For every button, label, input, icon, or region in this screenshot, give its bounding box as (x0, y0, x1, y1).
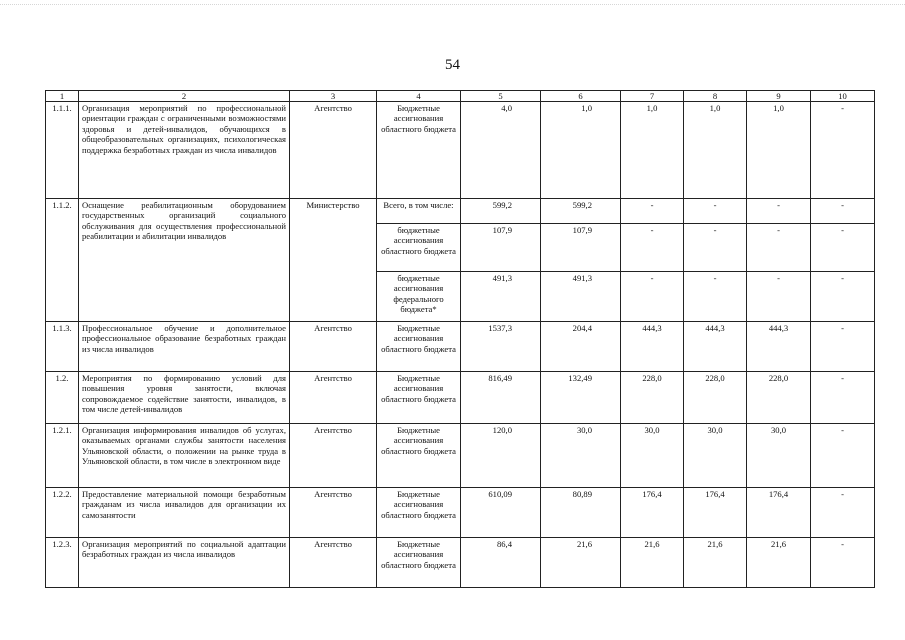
row-number: 1.2.2. (46, 488, 79, 538)
row-year-4: 176,4 (747, 488, 811, 538)
row-source: бюджетные ассигнования федерального бюджета* (377, 272, 461, 322)
row-year-1: 107,9 (541, 224, 621, 272)
header-cell: 4 (377, 91, 461, 102)
row-year-5: - (811, 488, 875, 538)
row-year-3: 444,3 (684, 322, 747, 372)
row-year-3: 228,0 (684, 372, 747, 424)
row-title: Профессиональное обучение и дополнительное профессиональное образование безработных граждан из числа инвалидов (79, 322, 290, 372)
table-row (46, 199, 875, 224)
row-title: Организация мероприятий по профессиональной ориентации граждан с ограниченными возможностями здоровья и детей-инвалидов, обучающихся в общеобразовательных организациях, психологическая поддержка безработных граждан из числа инвалидов (79, 102, 290, 199)
row-year-1: 1,0 (541, 102, 621, 199)
table-row (46, 102, 875, 199)
row-source: Бюджетные ассигнования областного бюджета (377, 372, 461, 424)
row-year-1: 30,0 (541, 424, 621, 488)
row-year-5: - (811, 424, 875, 488)
row-year-2: - (621, 272, 684, 322)
row-year-4: 30,0 (747, 424, 811, 488)
row-title: Оснащение реабилитационным оборудованием государственных организаций социального обслуживания для осуществления профессиональной реабилитации и абилитации инвалидов (79, 199, 290, 322)
row-title: Мероприятия по формированию условий для повышения уровня занятости, включая сопровождаемое содействие занятости, инвалидов, в том числе детей-инвалидов (79, 372, 290, 424)
header-cell: 7 (621, 91, 684, 102)
header-cell: 2 (79, 91, 290, 102)
row-year-1: 204,4 (541, 322, 621, 372)
row-year-5: - (811, 199, 875, 224)
page-number: 54 (445, 57, 460, 73)
row-year-4: 228,0 (747, 372, 811, 424)
row-executor: Агентство (290, 372, 377, 424)
row-title: Предоставление материальной помощи безработным гражданам из числа инвалидов для организации их самозанятости (79, 488, 290, 538)
row-year-2: 21,6 (621, 538, 684, 588)
row-year-2: - (621, 199, 684, 224)
header-cell: 10 (811, 91, 875, 102)
header-row (46, 91, 875, 102)
row-year-5: - (811, 102, 875, 199)
row-year-4: - (747, 224, 811, 272)
row-year-1: 80,89 (541, 488, 621, 538)
row-year-1: 21,6 (541, 538, 621, 588)
header-cell: 1 (46, 91, 79, 102)
row-number: 1.1.1. (46, 102, 79, 199)
row-total: 491,3 (461, 272, 541, 322)
row-total: 816,49 (461, 372, 541, 424)
row-year-2: 1,0 (621, 102, 684, 199)
header-cell: 6 (541, 91, 621, 102)
row-year-1: 599,2 (541, 199, 621, 224)
row-year-5: - (811, 224, 875, 272)
row-executor: Агентство (290, 322, 377, 372)
row-source: Бюджетные ассигнования областного бюджета (377, 488, 461, 538)
row-year-2: 444,3 (621, 322, 684, 372)
row-year-4: - (747, 272, 811, 322)
row-year-3: - (684, 272, 747, 322)
row-year-4: 1,0 (747, 102, 811, 199)
row-number: 1.2.3. (46, 538, 79, 588)
program-table (45, 90, 875, 588)
row-total: 86,4 (461, 538, 541, 588)
row-executor: Министерство (290, 199, 377, 322)
row-year-2: 176,4 (621, 488, 684, 538)
row-year-4: 21,6 (747, 538, 811, 588)
row-executor: Агентство (290, 488, 377, 538)
table-row (46, 322, 875, 372)
row-year-3: 21,6 (684, 538, 747, 588)
row-number: 1.1.3. (46, 322, 79, 372)
row-source: Всего, в том числе: (377, 199, 461, 224)
row-year-1: 132,49 (541, 372, 621, 424)
row-year-5: - (811, 538, 875, 588)
row-year-4: - (747, 199, 811, 224)
row-executor: Агентство (290, 538, 377, 588)
row-number: 1.2. (46, 372, 79, 424)
row-executor: Агентство (290, 102, 377, 199)
row-total: 1537,3 (461, 322, 541, 372)
row-source: бюджетные ассигнования областного бюджета (377, 224, 461, 272)
row-total: 107,9 (461, 224, 541, 272)
row-year-5: - (811, 372, 875, 424)
row-source: Бюджетные ассигнования областного бюджета (377, 322, 461, 372)
row-year-5: - (811, 272, 875, 322)
row-year-5: - (811, 322, 875, 372)
row-source: Бюджетные ассигнования областного бюджета (377, 424, 461, 488)
row-total: 610,09 (461, 488, 541, 538)
row-year-4: 444,3 (747, 322, 811, 372)
table-row (46, 538, 875, 588)
table-row (46, 424, 875, 488)
header-cell: 5 (461, 91, 541, 102)
header-cell: 3 (290, 91, 377, 102)
row-year-3: 176,4 (684, 488, 747, 538)
row-total: 120,0 (461, 424, 541, 488)
scan-artifact-line (0, 4, 905, 9)
row-total: 4,0 (461, 102, 541, 199)
row-year-3: - (684, 199, 747, 224)
row-year-1: 491,3 (541, 272, 621, 322)
row-source: Бюджетные ассигнования областного бюджета (377, 102, 461, 199)
row-number: 1.2.1. (46, 424, 79, 488)
row-executor: Агентство (290, 424, 377, 488)
row-source: Бюджетные ассигнования областного бюджета (377, 538, 461, 588)
row-total: 599,2 (461, 199, 541, 224)
row-year-3: - (684, 224, 747, 272)
row-year-2: 30,0 (621, 424, 684, 488)
header-cell: 9 (747, 91, 811, 102)
row-year-2: 228,0 (621, 372, 684, 424)
row-year-3: 1,0 (684, 102, 747, 199)
row-number: 1.1.2. (46, 199, 79, 322)
table-row (46, 372, 875, 424)
row-title: Организация информирования инвалидов об услугах, оказываемых органами службы занятости населения Ульяновской области, о положении на рынке труда в Ульяновской области, в том числе в электронном виде (79, 424, 290, 488)
row-title: Организация мероприятий по социальной адаптации безработных граждан из числа инвалидов (79, 538, 290, 588)
row-year-2: - (621, 224, 684, 272)
table-row (46, 488, 875, 538)
row-year-3: 30,0 (684, 424, 747, 488)
header-cell: 8 (684, 91, 747, 102)
